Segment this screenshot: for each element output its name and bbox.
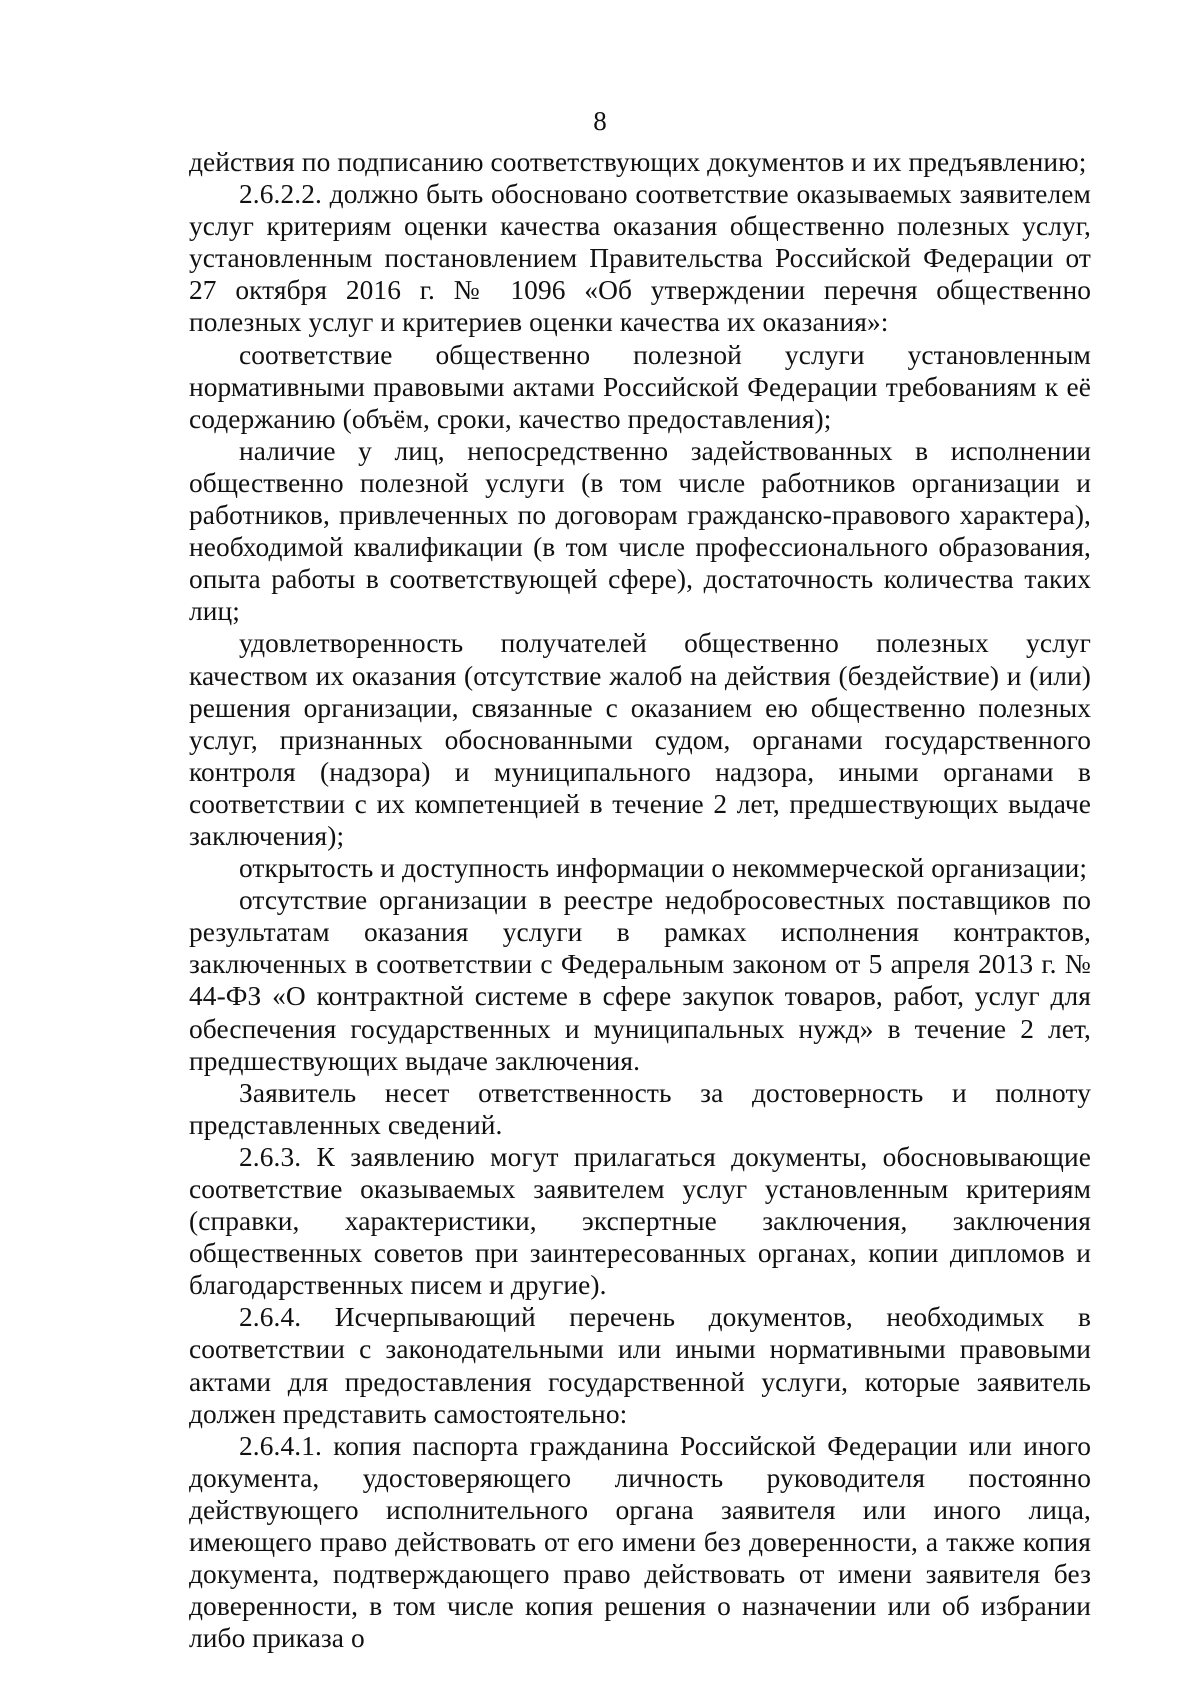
paragraph-criterion-compliance: соответствие общественно полезной услуги установленным нормативными правовыми актами Российской Федерации требованиям к её содержанию (объём, сроки, качество предоставления); (189, 339, 1091, 434)
paragraph-2-6-4: 2.6.4. Исчерпывающий перечень документов, необходимых в соответствии с законодательными или иными нормативными правовыми актами для предоставления государственной услуги, которые заявитель должен представить самостоятельно: (189, 1302, 1091, 1429)
paragraph-responsibility: Заявитель несет ответственность за достоверность и полноту представленных сведений. (189, 1077, 1091, 1140)
paragraph-2-6-4-1: 2.6.4.1. копия паспорта гражданина Российской Федерации или иного документа, удостоверяющего личность руководителя постоянно действующего исполнительного органа заявителя или иного лица, имеющего право действовать от его имени без доверенности, а также копия документа, подтверждающего право действовать от имени заявителя без доверенности, в том числе копия решения о назначении или об избрании либо приказа о (189, 1430, 1091, 1654)
paragraph-criterion-openness: открытость и доступность информации о некоммерческой организации; (239, 853, 1088, 884)
paragraph-criterion-registry: отсутствие организации в реестре недобросовестных поставщиков по результатам оказания услуги в рамках исполнения контрактов, заключенных в соответствии с Федеральным законом от 5 апреля 2013 г. № 44-ФЗ «О контрактной системе в сфере закупок товаров, работ, услуг для обеспечения государственных и муниципальных нужд» в течение 2 лет, предшествующих выдаче заключения. (189, 885, 1091, 1076)
paragraph-2-6-2-2: 2.6.2.2. должно быть обосновано соответствие оказываемых заявителем услуг критериям оценки качества оказания общественно полезных услуг, установленным постановлением Правительства Российской Федерации от 27 октября 2016 г. № 1096 «Об утверждении перечня общественно полезных услуг и критериев оценки качества их оказания»: (189, 179, 1091, 338)
paragraph-continuation: действия по подписанию соответствующих документов и их предъявлению; (189, 147, 1087, 177)
paragraph-criterion-qualification: наличие у лиц, непосредственно задействованных в исполнении общественно полезной услуги (в том числе работников организации и работников, привлеченных по договорам гражданско-правового характера), необходимой квалификации (в том числе профессионального образования, опыта работы в соответствующей сфере), достаточность количества таких лиц; (189, 435, 1091, 627)
paragraph-criterion-satisfaction: удовлетворенность получателей общественно полезных услуг качеством их оказания (отсутствие жалоб на действия (бездействие) и (или) решения организации, связанные с оказанием ею общественно полезных услуг, признанных обоснованными судом, органами государственного контроля (надзора) и муниципального надзора, иными органами в соответствии с их компетенцией в течение 2 лет, предшествующих выдаче заключения); (189, 628, 1091, 851)
document-body (189, 146, 1091, 1654)
paragraph-2-6-3: 2.6.3. К заявлению могут прилагаться документы, обосновывающие соответствие оказываемых заявителем услуг установленным критериям (справки, характеристики, экспертные заключения, заключения общественных советов при заинтересованных органах, копии дипломов и благодарственных писем и другие). (189, 1141, 1091, 1301)
page-number: 8 (593, 106, 607, 136)
